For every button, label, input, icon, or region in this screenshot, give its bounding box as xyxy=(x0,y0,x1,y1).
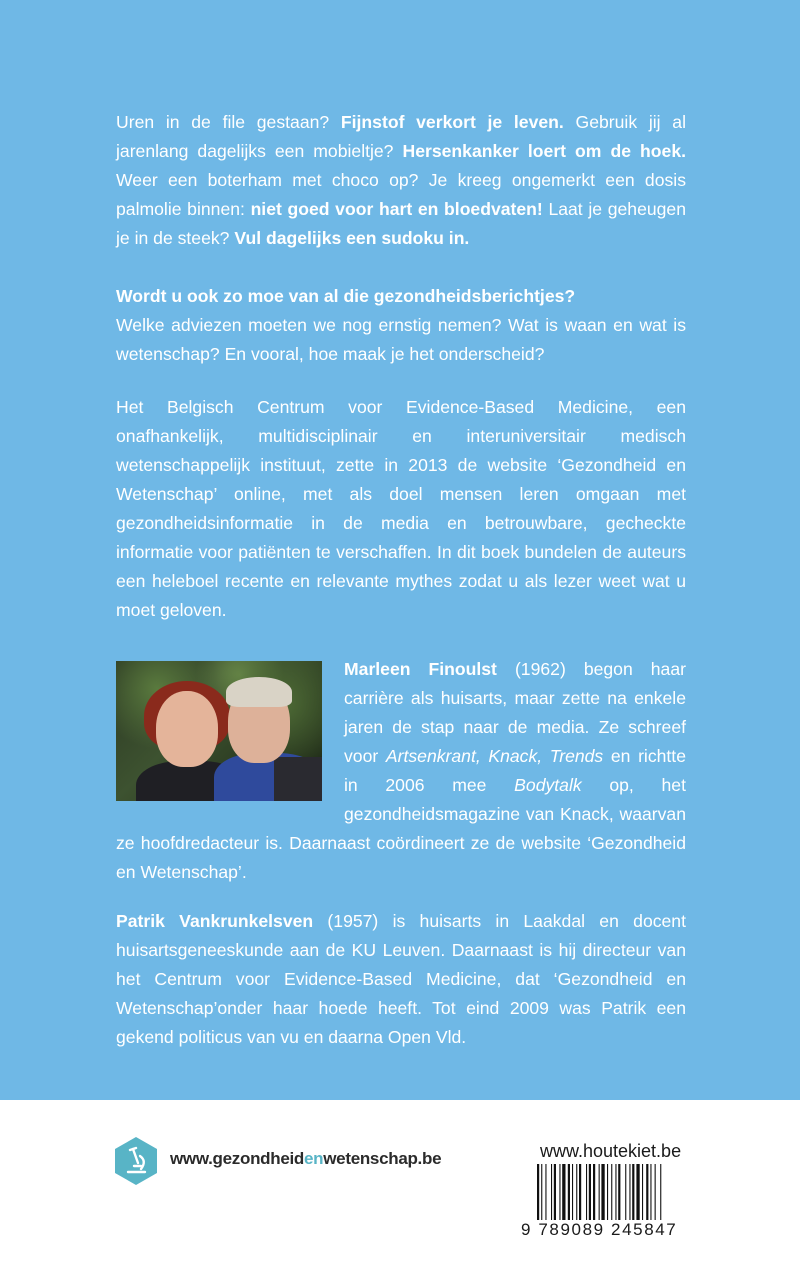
question-heading: Wordt u ook zo moe van al die gezondheidsberichtjes? xyxy=(116,286,576,306)
author1-text: (1962) begon haar carrière als huisarts, maar zette na enkele jaren de stap naar de media. Ze schreef voor xyxy=(344,659,686,766)
intro-bold-claim: Fijnstof verkort je leven. xyxy=(340,112,564,132)
author1-bio xyxy=(116,655,686,887)
author2-name: Patrik Vankrunkelsven xyxy=(116,911,314,931)
author1-magazine: Bodytalk xyxy=(514,775,582,795)
author2-bio xyxy=(116,907,686,1052)
author1-publications: Artsenkrant, Knack, Trends xyxy=(385,746,604,766)
website-link[interactable]: www.gezondheidenwetenschap.be xyxy=(170,1149,442,1168)
description-paragraph: Het Belgisch Centrum voor Evidence-Based Medicine, een onafhankelijk, multidisciplinair en interuniversitair medisch wetenschappelijk instituut, zette in 2013 de website ‘Gezondheid en Wetenschap’ online, met als doel mensen leren omgaan met gezondheidsinformatie in de media en betrouwbare, gecheckte informatie voor patiënten te verschaffen. In dit boek bundelen de auteurs een heleboel recente en relevante mythes zodat u als lezer weet wat u moet geloven. xyxy=(116,397,686,620)
question-body: Welke adviezen moeten we nog ernstig nemen? Wat is waan en wat is wetenschap? En vooral, hoe maak je het onderscheid? xyxy=(116,315,686,364)
intro-bold-claim: Vul dagelijks een sudoku in. xyxy=(234,228,470,248)
intro-bold-claim: Hersenkanker loert om de hoek. xyxy=(402,141,686,161)
intro-text: Gebruik jij al jarenlang dagelijks een mobieltje? xyxy=(116,112,686,161)
question-paragraph xyxy=(116,282,686,369)
author1-text: en richtte in 2006 mee xyxy=(344,746,686,795)
intro-bold-claim: niet goed voor hart en bloedvaten! xyxy=(250,199,543,219)
author1-text: op, het gezondheidsmagazine van Knack, waarvan ze hoofdredacteur is. Daarnaast coördineert ze de website ‘Gezondheid en Wetenschap’. xyxy=(116,775,686,882)
intro-text: Laat je geheugen je in de steek? xyxy=(116,199,686,248)
intro-text: Weer een boterham met choco op? Je kreeg ongemerkt een dosis palmolie binnen: xyxy=(116,170,686,219)
author1-name: Marleen Finoulst xyxy=(344,659,497,679)
barcode xyxy=(537,1164,697,1220)
author2-text: (1957) is huisarts in Laakdal en docent huisartsgeneeskunde aan de KU Leuven. Daarnaast is hij directeur van het Centrum voor Evidence-Based Medicine, dat ‘Gezondheid en Wetenschap’onder haar hoede heeft. Tot eind 2009 was Patrik een gekend politicus van vu en daarna Open Vld. xyxy=(116,911,686,1047)
microscope-icon xyxy=(114,1136,158,1186)
intro-text: Uren in de file gestaan? xyxy=(116,112,341,132)
intro-paragraph xyxy=(116,108,686,253)
publisher-link[interactable]: www.houtekiet.be xyxy=(540,1141,682,1161)
authors-photo xyxy=(116,661,322,801)
isbn-number: 9 789089 245847 xyxy=(521,1220,678,1239)
